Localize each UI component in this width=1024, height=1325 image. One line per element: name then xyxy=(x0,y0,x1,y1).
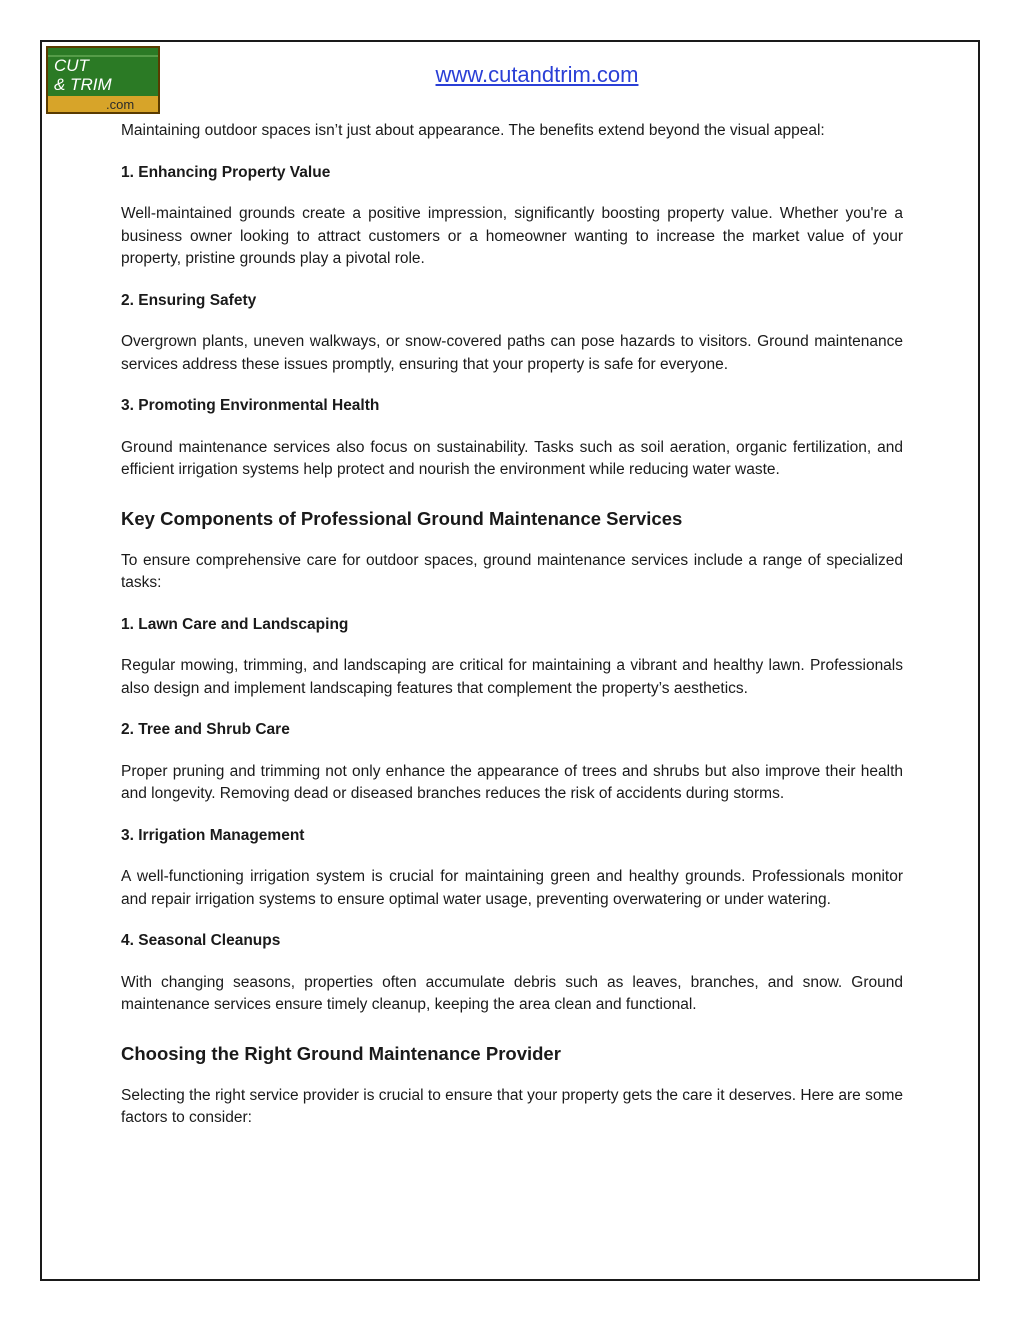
section3-intro: Selecting the right service provider is crucial to ensure that your property gets the care it deserves. Here are some factors to consider: xyxy=(121,1086,903,1126)
component-heading-2: 2. Tree and Shrub Care xyxy=(121,721,290,738)
logo-line-3: .com xyxy=(106,97,135,112)
section-heading-choosing-provider: Choosing the Right Ground Maintenance Provider xyxy=(121,1042,561,1064)
component-heading-3: 3. Irrigation Management xyxy=(121,826,305,844)
logo-line-1: CUT xyxy=(54,56,89,75)
document-body xyxy=(121,120,903,1130)
benefit-text-2: Overgrown plants, uneven walkways, or snow-covered paths can pose hazards to visitors. Ground maintenance services address these issues promptly, ensuring that your property is safe for everyone. xyxy=(121,333,903,373)
component-heading-1: 1. Lawn Care and Landscaping xyxy=(121,615,349,633)
benefit-heading-3: 3. Promoting Environmental Health xyxy=(121,397,380,414)
site-url-container xyxy=(0,62,1024,88)
component-heading-4: 4. Seasonal Cleanups xyxy=(121,932,281,949)
benefit-text-1: Well-maintained grounds create a positive impression, significantly boosting property value. Whether you're a business owner looking to attract customers or a homeowner wanting to increase the market value of your property, pristine grounds play a pivotal role. xyxy=(121,205,903,267)
component-text-3: A well-functioning irrigation system is crucial for maintaining green and healthy grounds. Professionals monitor and repair irrigation systems to ensure optimal water usage, preventing overwatering or under watering. xyxy=(121,868,903,908)
section2-intro: To ensure comprehensive care for outdoor spaces, ground maintenance services include a range of specialized tasks: xyxy=(121,551,903,591)
benefit-heading-1: 1. Enhancing Property Value xyxy=(121,163,331,181)
component-text-4: With changing seasons, properties often accumulate debris such as leaves, branches, and snow. Ground maintenance services ensure timely cleanup, keeping the area clean and functional. xyxy=(121,973,903,1013)
site-url-link[interactable]: www.cutandtrim.com xyxy=(435,62,639,87)
logo-line-2: & TRIM xyxy=(54,75,112,94)
benefit-heading-2: 2. Ensuring Safety xyxy=(121,291,257,309)
component-text-1: Regular mowing, trimming, and landscaping are critical for maintaining a vibrant and healthy lawn. Professionals also design and implement landscaping features that complement the property’s aesthetics. xyxy=(121,657,903,697)
component-text-2: Proper pruning and trimming not only enhance the appearance of trees and shrubs but also improve their health and longevity. Removing dead or diseased branches reduces the risk of accidents during storms. xyxy=(121,762,903,802)
benefit-text-3: Ground maintenance services also focus on sustainability. Tasks such as soil aeration, organic fertilization, and efficient irrigation systems help protect and nourish the environment while reducing water waste. xyxy=(121,438,903,478)
section-heading-key-components: Key Components of Professional Ground Maintenance Services xyxy=(121,507,683,529)
intro-paragraph: Maintaining outdoor spaces isn’t just about appearance. The benefits extend beyond the visual appeal: xyxy=(121,122,825,139)
